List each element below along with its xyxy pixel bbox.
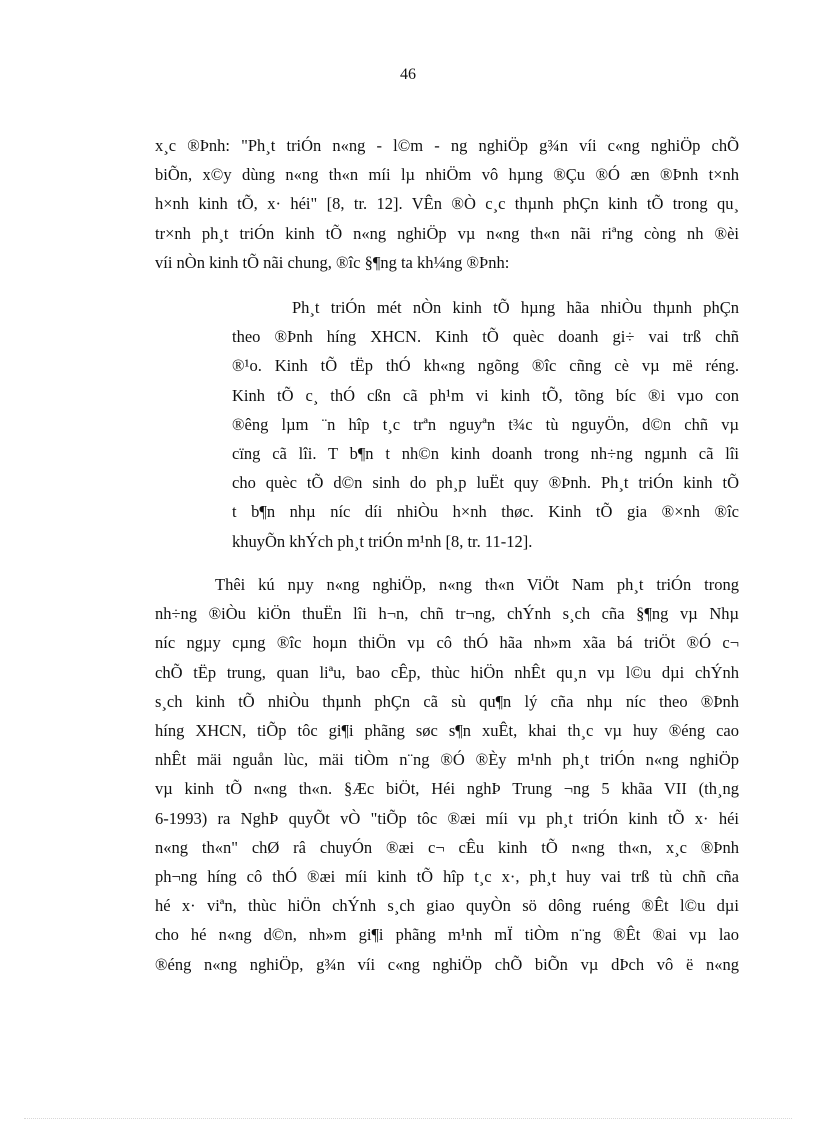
text-line: tr×nh ph¸t triÓn kinh tÕ n«ng nghiÖp vµ n«ng th«n nãi riªng còng nh ®èi xyxy=(155,223,739,243)
text-line: ®êng lµm ¨n hîp t¸c trªn nguyªn t¾c tù nguyÖn, d©n chñ vµ xyxy=(232,414,739,434)
text-line: Kinh tÕ c¸ thÓ cßn cã ph¹m vi kinh tÕ, tõng bíc ®i vµo con xyxy=(232,385,739,405)
text-line: ®¹o. Kinh tÕ tËp thÓ kh«ng ngõng ®îc cñng cè vµ më réng. xyxy=(232,356,739,376)
text-line: hé x· viªn, thùc hiÖn chÝnh s¸ch giao quyÒn sö dông ruéng ®Êt l©u dµi xyxy=(155,896,739,916)
page-number: 46 xyxy=(400,66,416,83)
text-line: cho hé n«ng d©n, nh»m gi¶i phãng m¹nh mÏ tiÒm n¨ng ®Êt ®ai vµ lao xyxy=(155,925,739,945)
text-line: n«ng th«n" chØ râ chuyÓn ®æi c¬ cÊu kinh tÕ n«ng th«n, x¸c ®Þnh xyxy=(155,837,739,857)
text-line: 6-1993) ra NghÞ quyÕt vÒ "tiÕp tôc ®æi míi vµ ph¸t triÓn kinh tÕ x· héi xyxy=(155,808,739,828)
text-line: cïng cã lîi. T b¶n t nh©n kinh doanh trong nh÷ng ngµnh cã lîi xyxy=(232,444,739,464)
paragraph-intro xyxy=(155,131,739,277)
text-line: víi nÒn kinh tÕ nãi chung, ®îc §¶ng ta kh¼ng ®Þnh: xyxy=(155,252,510,272)
text-line: chÕ tËp trung, quan liªu, bao cÊp, thùc hiÖn nhÊt qu¸n vµ l©u dµi chÝnh xyxy=(155,662,739,682)
text-line: Thêi kú nµy n«ng nghiÖp, n«ng th«n ViÖt Nam ph¸t triÓn trong xyxy=(215,575,739,594)
text-line: vµ kinh tÕ n«ng th«n. §Æc biÖt, Héi nghÞ Trung ¬ng 5 khãa VII (th¸ng xyxy=(155,779,739,799)
text-line: s¸ch kinh tÕ nhiÒu thµnh phÇn cã sù qu¶n lý cña nhµ níc theo ®Þnh xyxy=(155,691,739,711)
page-bottom-rule xyxy=(24,1118,792,1119)
text-line: biÕn, x©y dùng n«ng th«n míi lµ nhiÖm vô hµng ®Çu ®Ó æn ®Þnh t×nh xyxy=(155,165,739,185)
text-line: khuyÕn khÝch ph¸t triÓn m¹nh [8, tr. 11-12]. xyxy=(232,531,533,551)
block-quote xyxy=(232,293,739,556)
text-line: h×nh kinh tÕ, x· héi" [8, tr. 12]. VÊn ®Ò c¸c thµnh phÇn kinh tÕ trong qu¸ xyxy=(155,194,739,214)
text-line: Ph¸t triÓn mét nÒn kinh tÕ hµng hãa nhiÒu thµnh phÇn xyxy=(292,298,739,317)
text-line: nhÊt mäi nguån lùc, mäi tiÒm n¨ng ®Ó ®Èy m¹nh ph¸t triÓn n«ng nghiÖp xyxy=(155,750,739,770)
text-line: níc ngµy cµng ®îc hoµn thiÖn vµ cô thÓ hãa nh»m xãa bá triÖt ®Ó c¬ xyxy=(155,633,739,653)
text-line: ph¬ng híng cô thÓ ®æi míi kinh tÕ hîp t¸c x·, ph¸t huy vai trß tù chñ cña xyxy=(155,867,739,887)
paragraph-main xyxy=(155,570,739,979)
text-line: nh÷ng ®iÒu kiÖn thuËn lîi h¬n, chñ tr¬ng, chÝnh s¸ch cña §¶ng vµ Nhµ xyxy=(155,604,739,624)
text-line: t b¶n nhµ níc díi nhiÒu h×nh thøc. Kinh tÕ gia ®×nh ®îc xyxy=(232,502,739,522)
text-line: ®éng n«ng nghiÖp, g¾n víi c«ng nghiÖp chÕ biÕn vµ dÞch vô ë n«ng xyxy=(155,954,739,974)
text-line: híng XHCN, tiÕp tôc gi¶i phãng søc s¶n xuÊt, khai th¸c vµ huy ®éng cao xyxy=(155,721,739,741)
text-line: cho quèc tÕ d©n sinh do ph¸p luËt quy ®Þnh. Ph¸t triÓn kinh tÕ xyxy=(232,473,739,493)
text-line: x¸c ®Þnh: "Ph¸t triÓn n«ng - l©m - ng nghiÖp g¾n víi c«ng nghiÖp chÕ xyxy=(155,136,739,155)
text-line: theo ®Þnh híng XHCN. Kinh tÕ quèc doanh gi÷ vai trß chñ xyxy=(232,327,739,347)
